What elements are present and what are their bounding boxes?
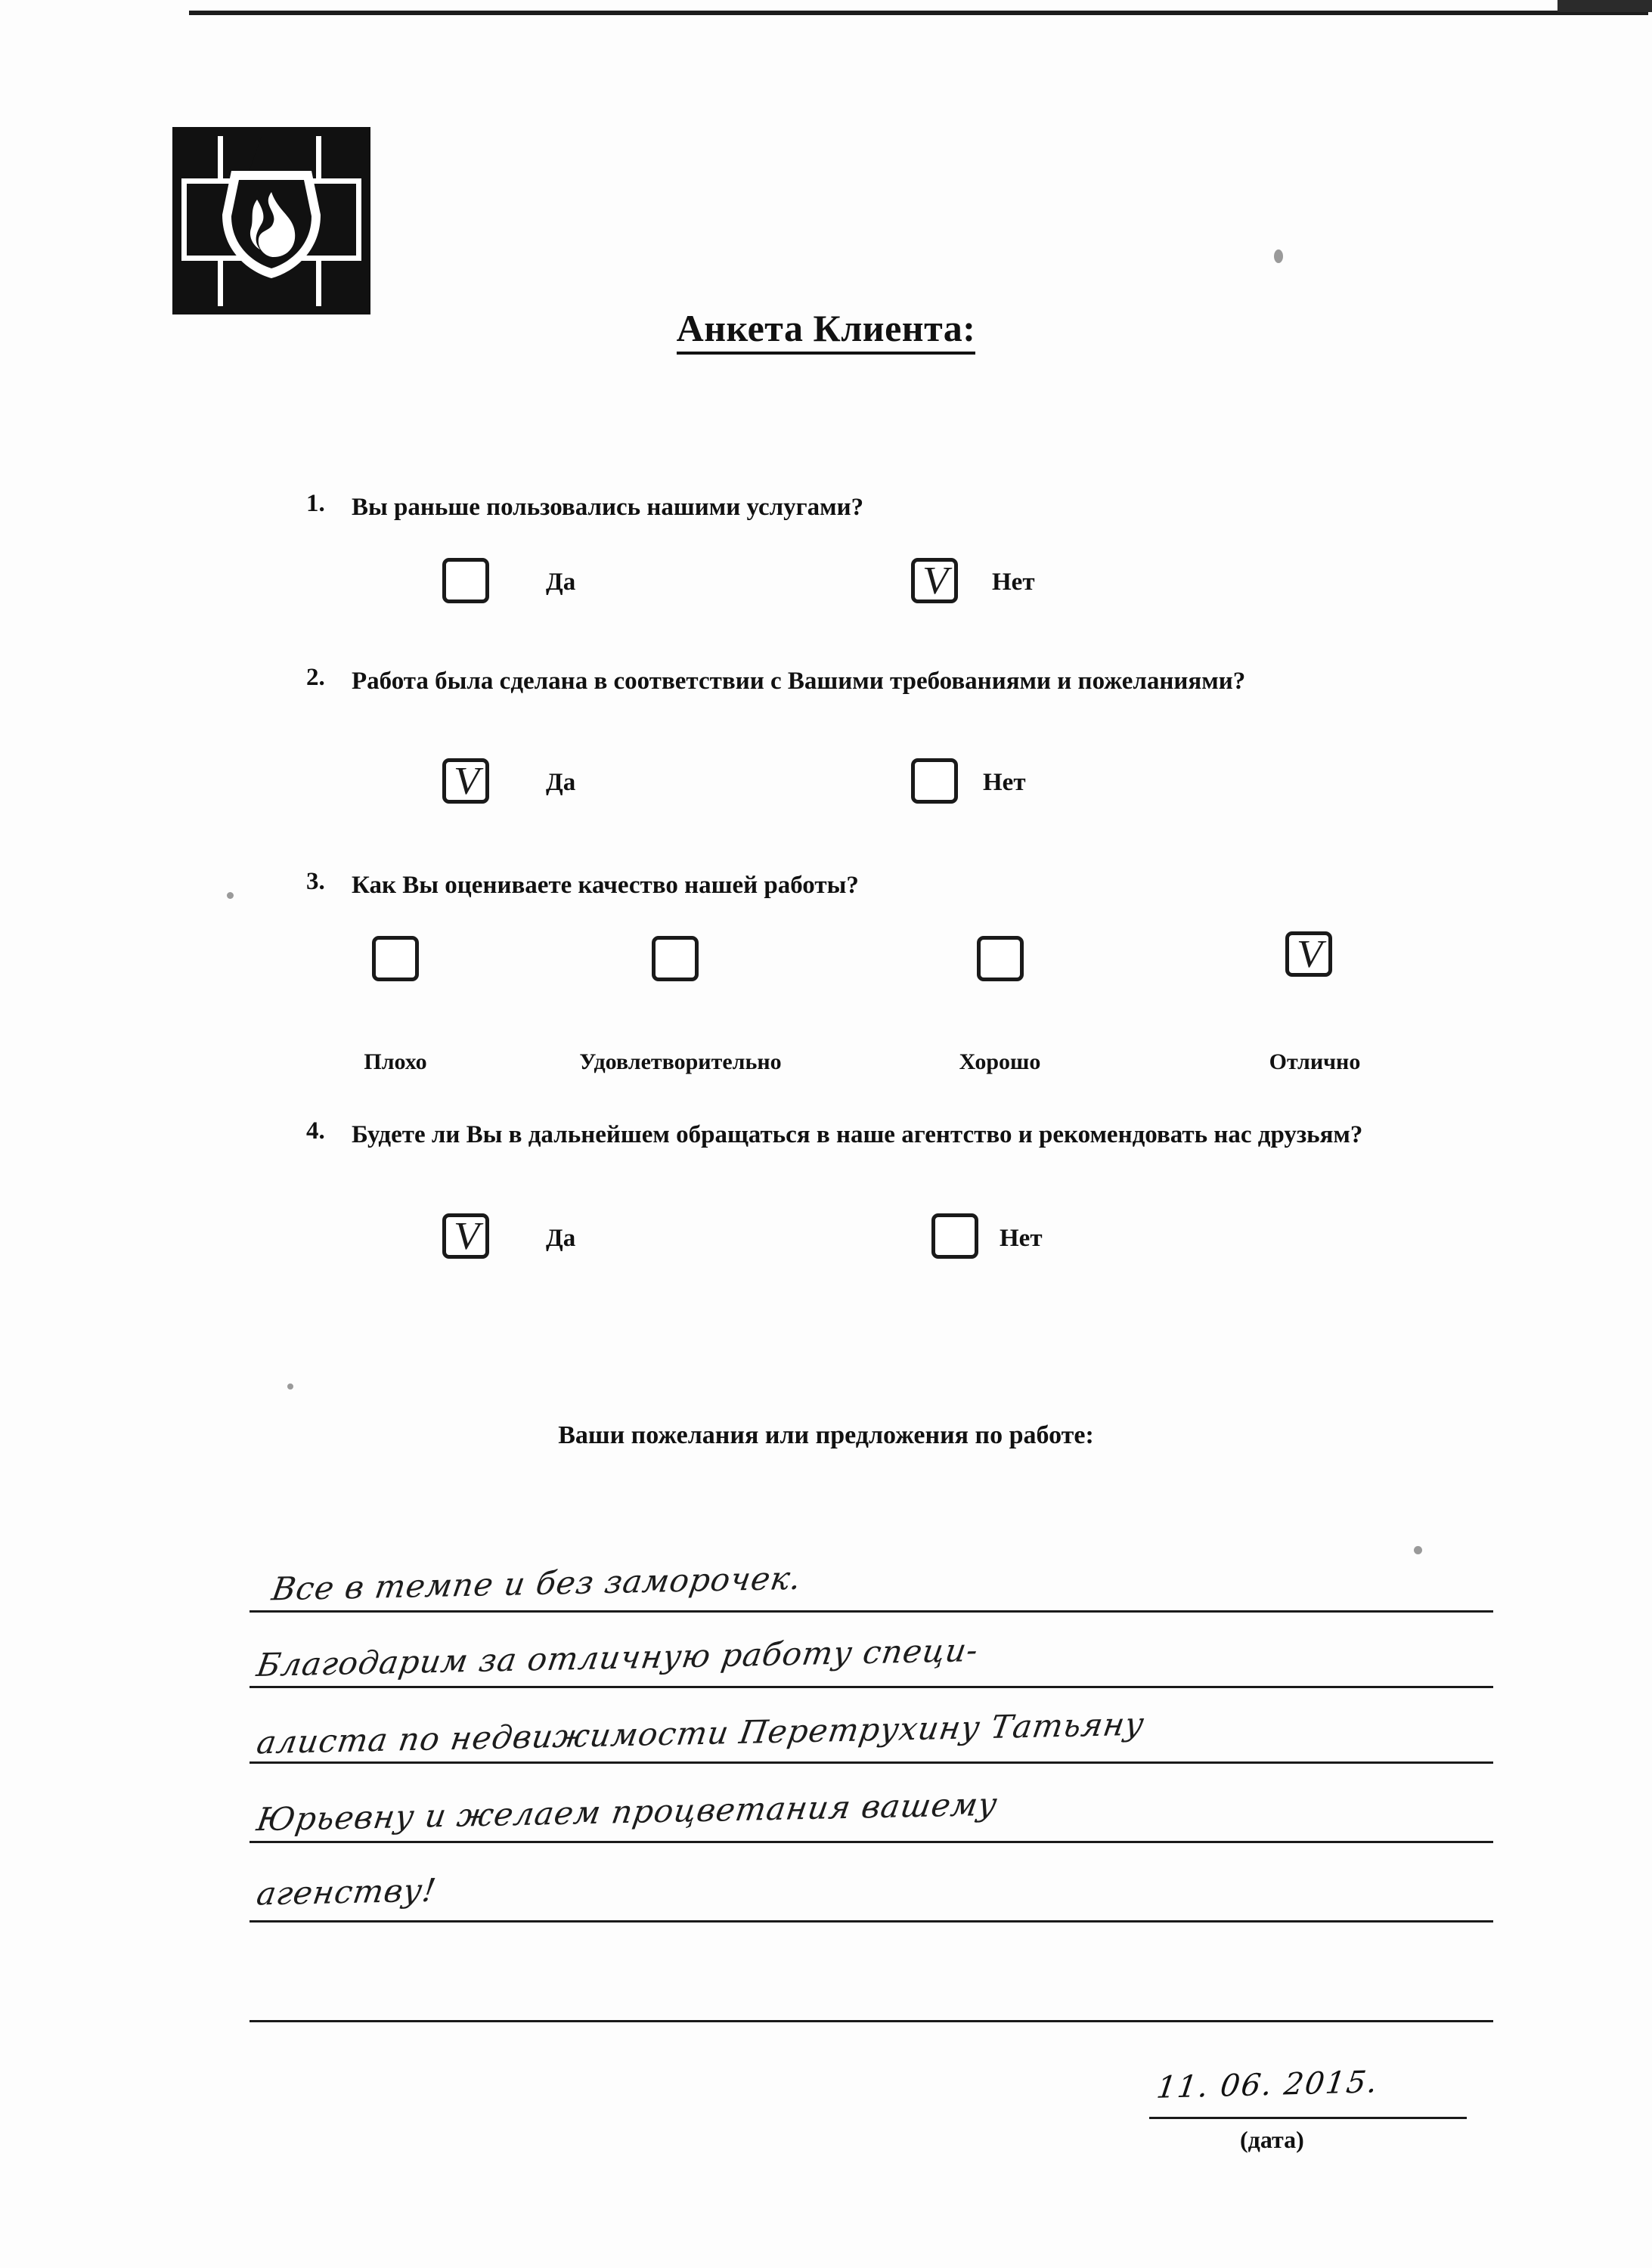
- checkbox-q2-yes[interactable]: [442, 758, 489, 804]
- checkbox-q1-yes[interactable]: [442, 558, 489, 603]
- checkbox-q2-yes-label: Да: [546, 769, 576, 796]
- checkbox-q4-yes-label: Да: [546, 1225, 576, 1252]
- checkbox-q2-no-label: Нет: [983, 769, 1026, 796]
- wishes-line-1-text[interactable]: Все в темпе и без заморочек.: [269, 1559, 804, 1608]
- scan-speck: [287, 1383, 293, 1390]
- checkbox-q2-no-mark: [919, 759, 957, 803]
- checkbox-q3-satisfactory-label: Удовлетворительно: [579, 1049, 782, 1074]
- checkbox-q3-bad-label: Плохо: [364, 1049, 427, 1074]
- checkbox-q3-excellent-mark: V: [1293, 933, 1328, 976]
- checkbox-q2-yes-mark: V: [450, 760, 485, 803]
- scan-artifact-top-bar: [189, 11, 1648, 15]
- date-rule: [1149, 2117, 1467, 2119]
- checkbox-q1-no-mark: V: [919, 559, 954, 603]
- question-4-text: Будете ли Вы в дальнейшем обращаться в наше агентство и рекомендовать нас друзьям?: [352, 1121, 1363, 1148]
- wishes-line-3-text[interactable]: алиста по недвижимости Перетрухину Татьяну: [254, 1705, 1148, 1761]
- wishes-line-2-rule: [250, 1686, 1493, 1688]
- question-4-number: 4.: [306, 1117, 325, 1145]
- wishes-heading: Ваши пожелания или предложения по работе:: [558, 1421, 1094, 1449]
- date-value[interactable]: 11. 06. 2015.: [1155, 2065, 1381, 2105]
- checkbox-q4-no[interactable]: [931, 1213, 978, 1259]
- scan-speck: [1414, 1546, 1422, 1554]
- checkbox-q3-good[interactable]: [977, 936, 1024, 981]
- wishes-line-2-text[interactable]: Благодарим за отличную работу специ-: [254, 1631, 981, 1684]
- flame-brick-logo: [172, 127, 370, 314]
- wishes-line-1-rule: [250, 1610, 1493, 1613]
- checkbox-q3-excellent-label: Отлично: [1269, 1049, 1361, 1074]
- checkbox-q1-yes-label: Да: [546, 569, 576, 596]
- scan-speck: [227, 892, 234, 899]
- scan-artifact-corner: [1557, 0, 1652, 12]
- page-title-text: Анкета Клиента:: [677, 307, 976, 355]
- checkbox-q4-no-label: Нет: [1000, 1225, 1043, 1252]
- checkbox-q1-no-label: Нет: [992, 569, 1035, 596]
- question-3-text: Как Вы оцениваете качество нашей работы?: [352, 872, 859, 899]
- checkbox-q3-good-label: Хорошо: [959, 1049, 1041, 1074]
- wishes-line-5-text[interactable]: агенству!: [254, 1871, 439, 1913]
- checkbox-q3-bad[interactable]: [372, 936, 419, 981]
- scan-speck: [1274, 249, 1283, 263]
- checkbox-q1-no[interactable]: [911, 558, 958, 603]
- wishes-line-4-text[interactable]: Юрьевну и желаем процветания вашему: [254, 1785, 1000, 1839]
- wishes-line-5-rule: [250, 1920, 1493, 1923]
- question-2-text: Работа была сделана в соответствии с Вашими требованиями и пожеланиями?: [352, 668, 1246, 695]
- page-title: [0, 306, 1652, 350]
- checkbox-q4-yes[interactable]: [442, 1213, 489, 1259]
- wishes-line-3-rule: [250, 1761, 1493, 1764]
- checkbox-q4-no-mark: [940, 1214, 978, 1258]
- question-3-number: 3.: [306, 868, 325, 895]
- checkbox-q3-satisfactory-mark: [660, 937, 698, 981]
- checkbox-q4-yes-mark: V: [450, 1215, 485, 1258]
- checkbox-q3-bad-mark: [380, 937, 418, 981]
- checkbox-q1-yes-mark: [451, 559, 488, 603]
- checkbox-q3-good-mark: [985, 937, 1023, 981]
- question-1-number: 1.: [306, 490, 325, 517]
- date-caption: (дата): [1240, 2126, 1304, 2153]
- checkbox-q3-excellent[interactable]: [1285, 931, 1332, 977]
- wishes-line-6-rule: [250, 2020, 1493, 2022]
- checkbox-q2-no[interactable]: [911, 758, 958, 804]
- question-1-text: Вы раньше пользовались нашими услугами?: [352, 494, 864, 521]
- checkbox-q3-satisfactory[interactable]: [652, 936, 699, 981]
- wishes-line-4-rule: [250, 1841, 1493, 1843]
- question-2-number: 2.: [306, 664, 325, 691]
